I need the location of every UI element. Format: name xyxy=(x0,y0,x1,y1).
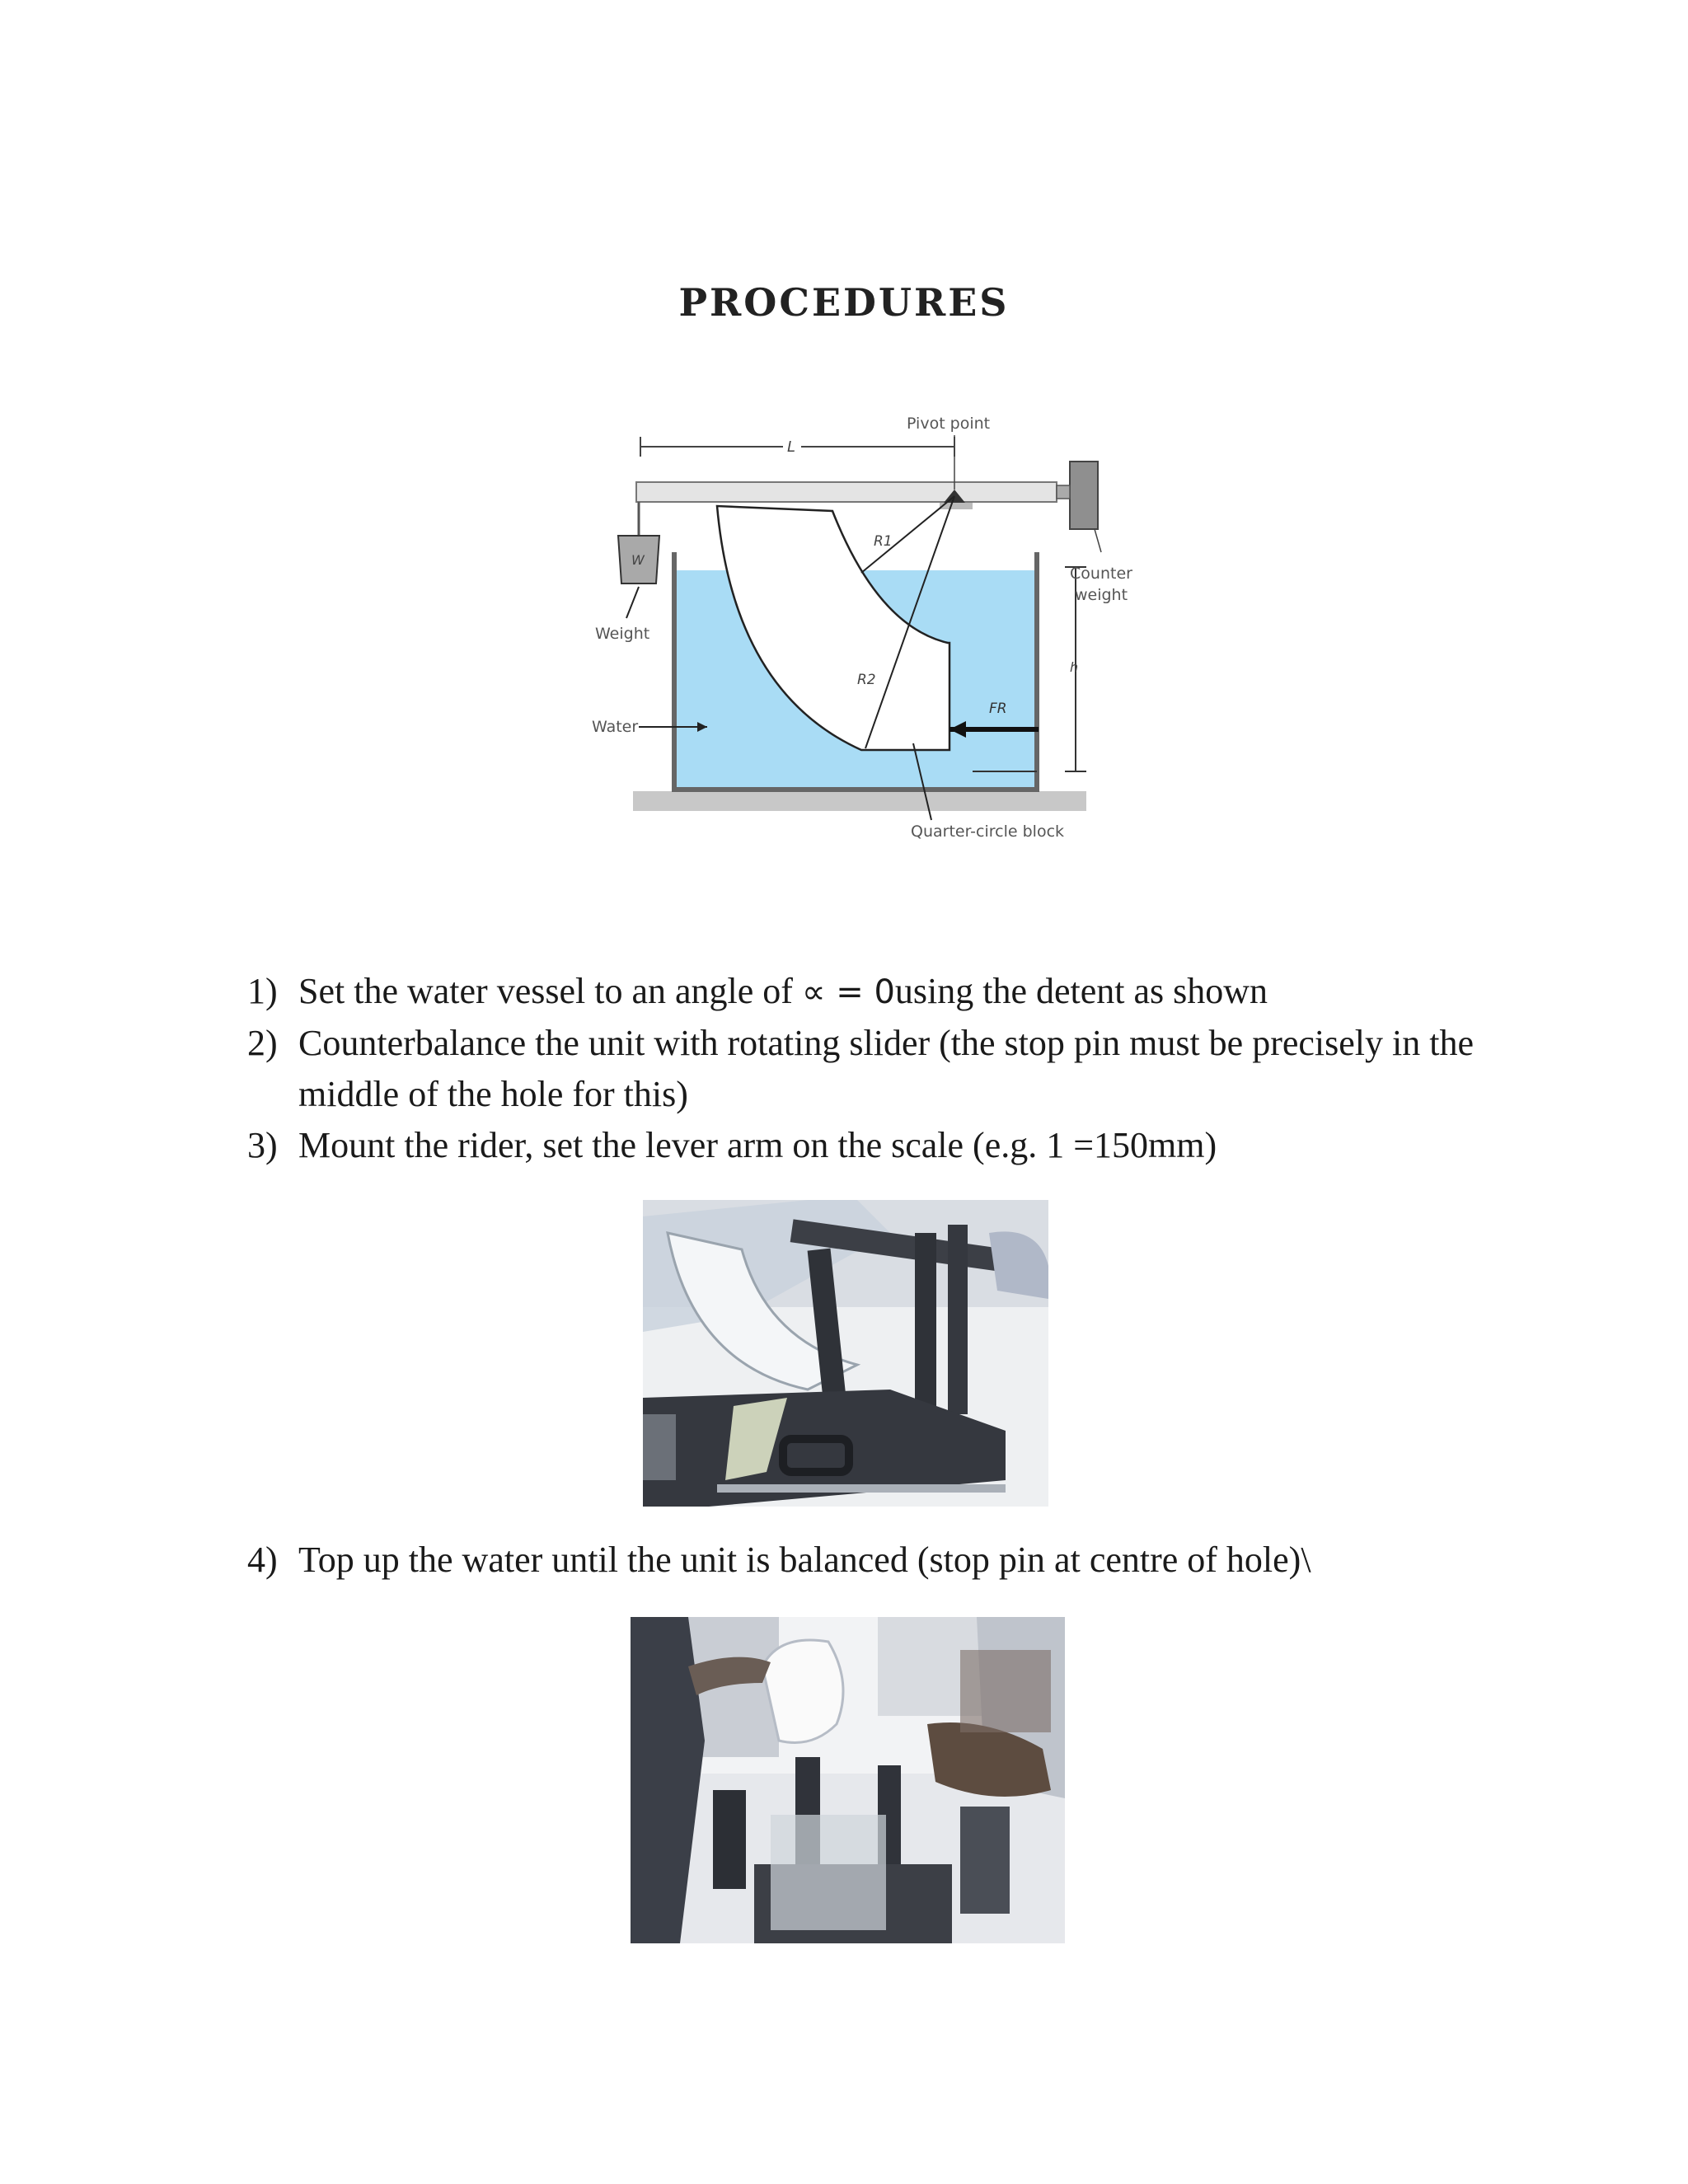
step-number: 1) xyxy=(247,971,278,1011)
svg-text:FR: FR xyxy=(989,701,1007,717)
step-number: 2) xyxy=(247,1023,278,1063)
step-3: 3) Mount the rider, set the lever arm on the scale (e.g. 1 =150mm) xyxy=(247,1120,1500,1171)
step-number: 3) xyxy=(247,1125,278,1165)
lever-arm xyxy=(636,482,1057,502)
counterweight xyxy=(1070,462,1098,529)
photo-topping-up-water xyxy=(631,1617,1065,1943)
step-1: 1) Set the water vessel to an angle of ∝ = 0using the detent as shown xyxy=(247,966,1500,1018)
floor xyxy=(633,791,1086,811)
step-4: 4) Top up the water until the unit is balanced (stop pin at centre of hole)\ xyxy=(247,1535,1500,1586)
step-number: 4) xyxy=(247,1540,278,1580)
svg-text:R2: R2 xyxy=(857,672,876,688)
svg-text:Weight: Weight xyxy=(595,625,650,643)
svg-text:L: L xyxy=(787,438,796,456)
apparatus-diagram xyxy=(577,404,1132,865)
svg-text:Quarter-circle block: Quarter-circle block xyxy=(911,823,1065,841)
svg-text:Pivot point: Pivot point xyxy=(907,415,991,433)
svg-text:Counter: Counter xyxy=(1070,565,1132,583)
svg-text:R1: R1 xyxy=(874,533,893,550)
svg-text:Water: Water xyxy=(592,718,639,736)
svg-text:W: W xyxy=(631,552,645,568)
angle-equation: ∝ = 0 xyxy=(801,973,895,1011)
step-2: 2) Counterbalance the unit with rotating slider (the stop pin must be precisely in the middle of the hole for this) xyxy=(247,1018,1500,1120)
page-title: PROCEDURES xyxy=(678,280,1010,325)
svg-text:h: h xyxy=(1070,659,1079,675)
photo-apparatus-rider xyxy=(643,1200,1048,1507)
svg-text:weight: weight xyxy=(1074,586,1128,604)
procedure-steps xyxy=(247,966,1500,1171)
